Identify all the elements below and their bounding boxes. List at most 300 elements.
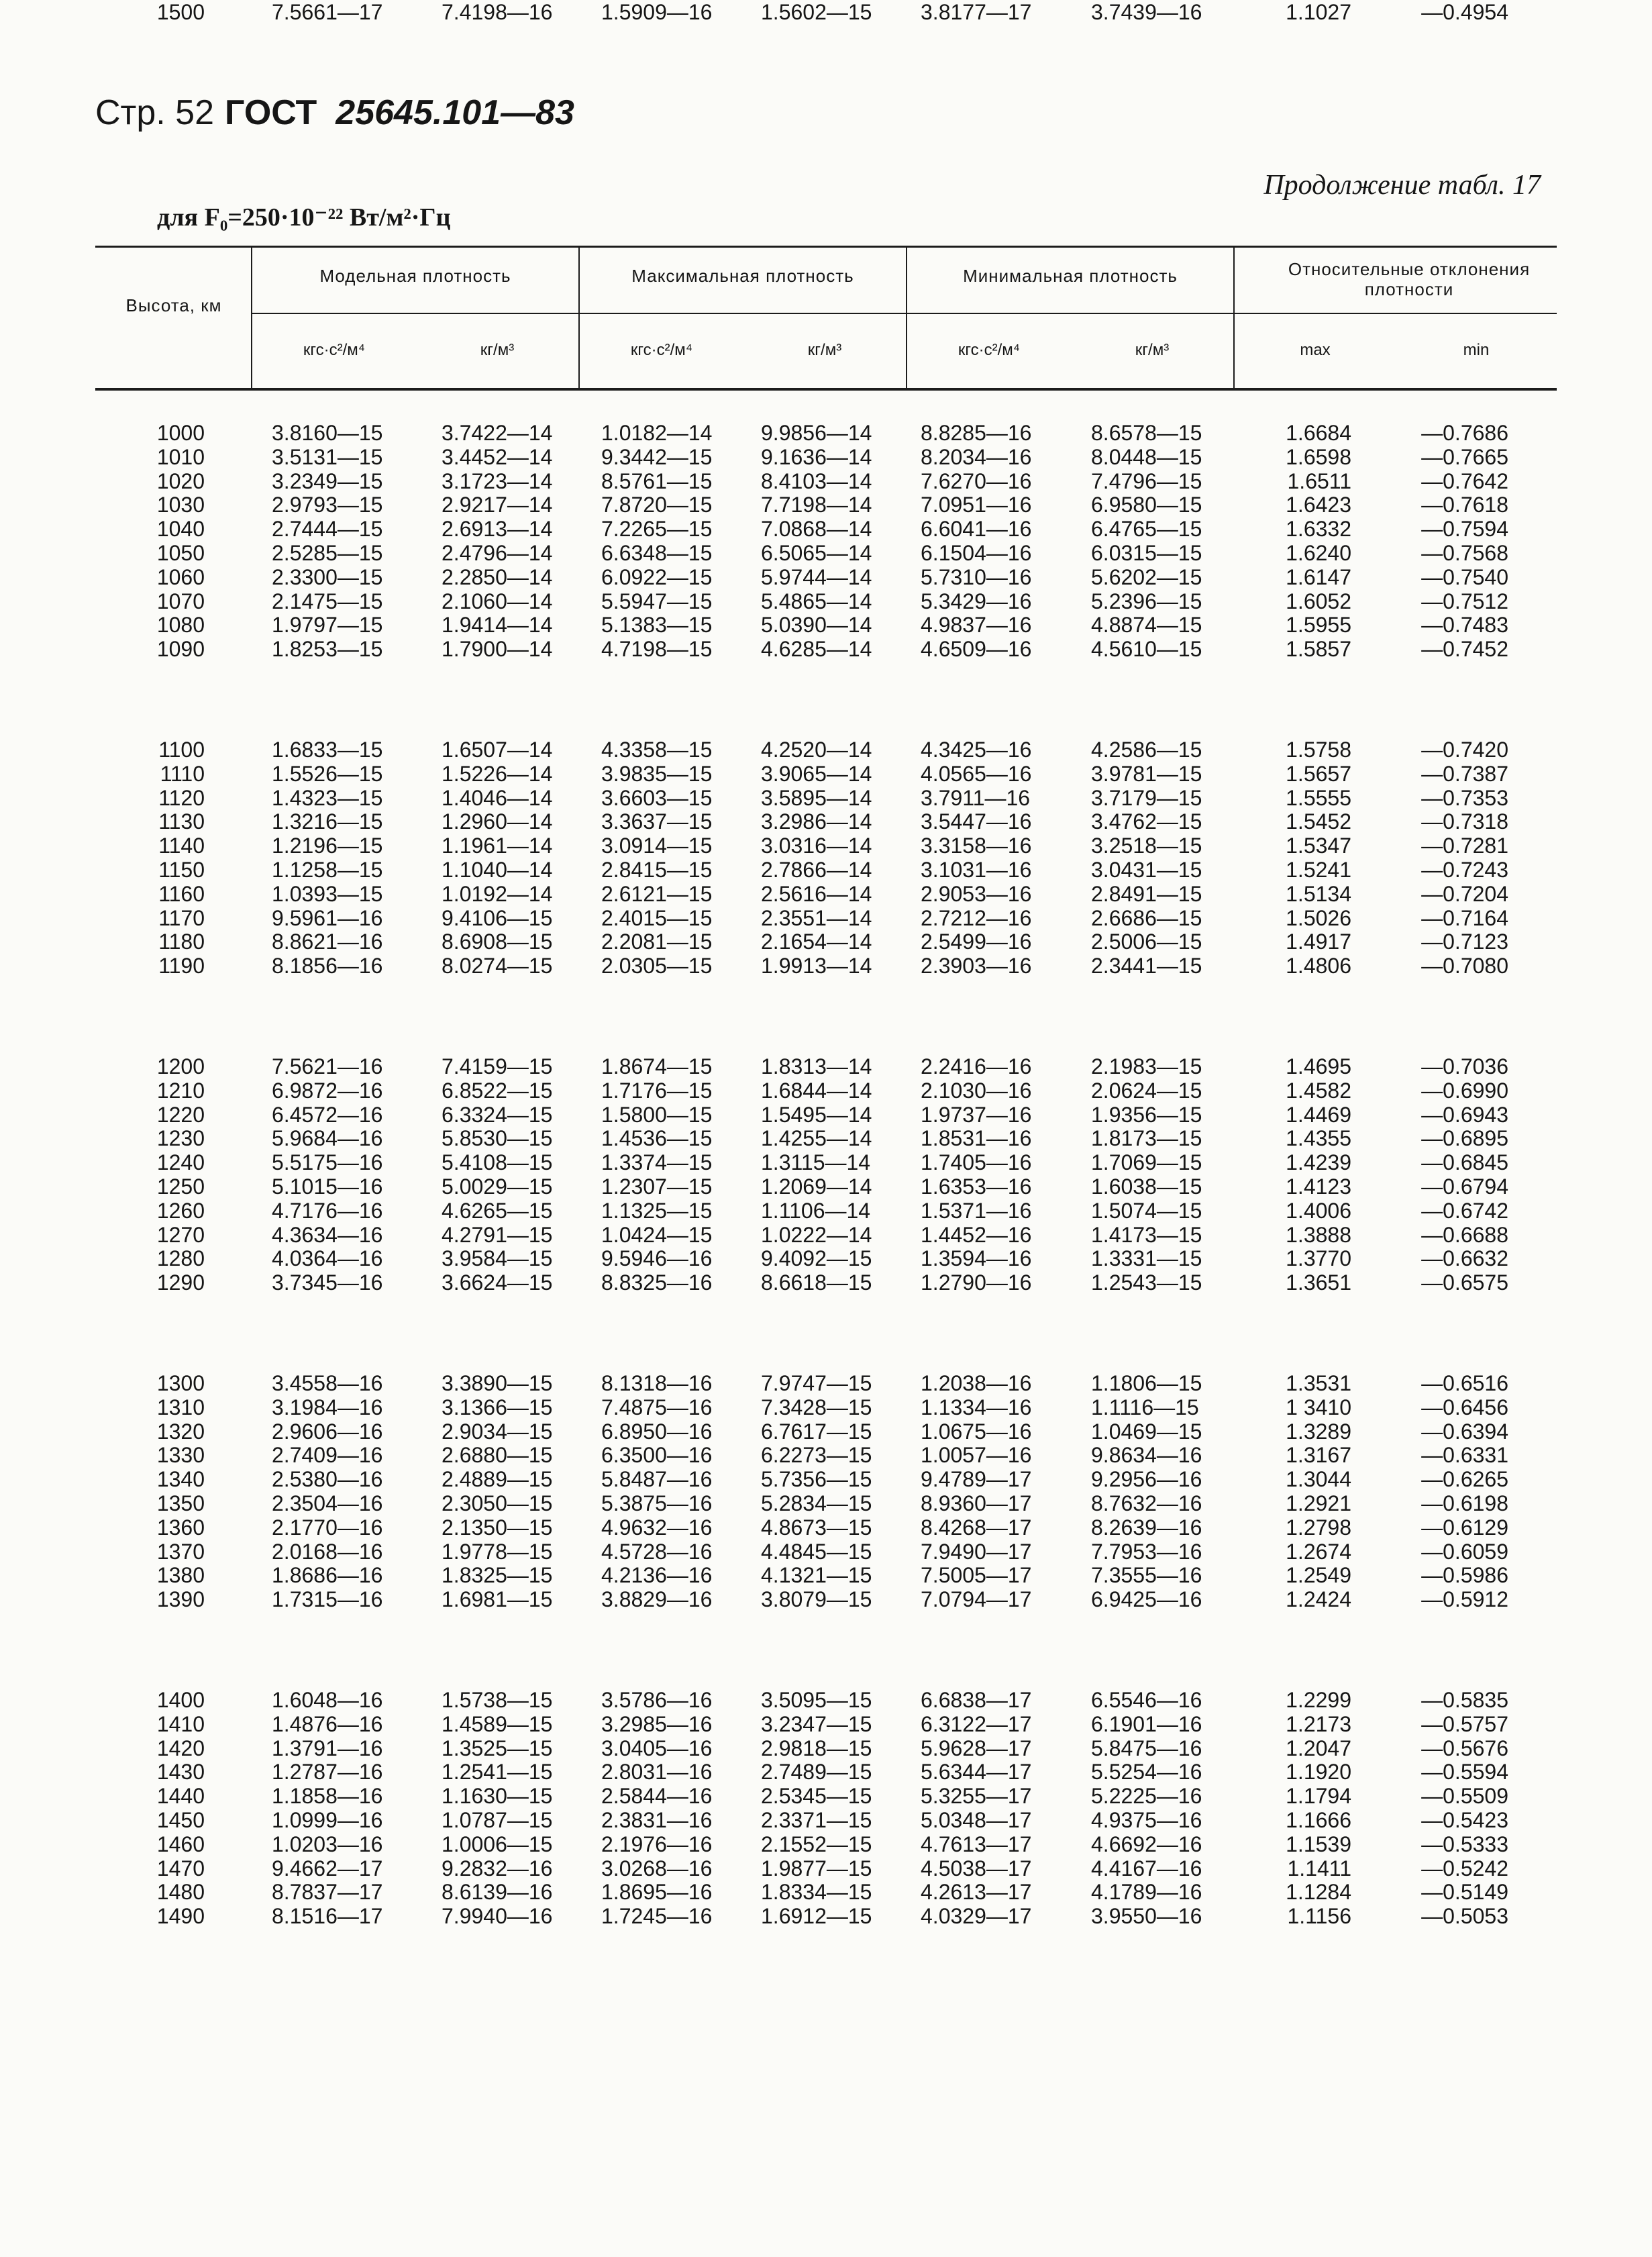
rel-max-cell: 1.1539 (1286, 1832, 1351, 1856)
min-kgm-cell: 1.4173—15 (1091, 1222, 1202, 1247)
rel-max-cell: 1.5241 (1286, 858, 1351, 882)
rel-max-cell: 1.3289 (1286, 1419, 1351, 1444)
model-kgs-cell: 2.7409—16 (272, 1443, 383, 1468)
max-kgs-cell: 2.0305—15 (601, 954, 713, 979)
min-kgs-cell: 6.6838—17 (921, 1688, 1032, 1712)
min-kgs-cell: 4.3425—16 (921, 738, 1032, 762)
model-kgs-cell: 3.2349—15 (272, 468, 383, 493)
min-kgs-cell: 2.3903—16 (921, 954, 1032, 979)
min-kgm-cell: 3.9781—15 (1091, 761, 1202, 786)
max-kgs-cell: 4.5728—16 (601, 1539, 713, 1564)
max-kgm-cell: 1.9913—14 (761, 954, 872, 979)
height-cell: 1360 (156, 1515, 205, 1540)
max-kgm-cell: 4.1321—15 (761, 1563, 872, 1588)
min-kgs-cell: 9.4789—17 (921, 1467, 1032, 1492)
min-kgs-cell: 3.5447—16 (921, 809, 1032, 834)
max-kgs-cell: 7.2265—15 (601, 517, 713, 542)
table-row (0, 809, 1652, 834)
rel-max-cell: 1.2424 (1286, 1587, 1351, 1612)
table-row (0, 613, 1652, 637)
min-kgs-cell: 1.0057—16 (921, 1443, 1032, 1468)
model-kgs-cell: 2.1770—16 (272, 1515, 383, 1540)
min-kgm-cell: 2.3441—15 (1091, 954, 1202, 979)
model-kgs-cell: 8.7837—17 (272, 1880, 383, 1905)
unit-kgm-model: кг/м³ (480, 341, 515, 359)
max-kgm-cell: 7.0868—14 (761, 517, 872, 542)
min-kgm-cell: 2.8491—15 (1091, 881, 1202, 906)
height-cell: 1320 (156, 1419, 205, 1444)
model-kgs-cell: 8.1856—16 (272, 954, 383, 979)
height-cell: 1220 (156, 1102, 205, 1127)
model-kgm-cell: 9.4106—15 (442, 905, 553, 930)
model-kgs-cell: 9.4662—17 (272, 1856, 383, 1880)
table-row (0, 493, 1652, 517)
model-kgm-cell: 1.5226—14 (442, 761, 553, 786)
rel-max-cell: 1.6332 (1286, 517, 1351, 542)
max-kgm-cell: 2.5345—15 (761, 1784, 872, 1809)
min-kgs-cell: 5.0348—17 (921, 1808, 1032, 1832)
rel-max-cell: 1.3770 (1286, 1246, 1351, 1271)
table-row (0, 858, 1652, 882)
rel-min-cell: —0.6688 (1421, 1222, 1508, 1247)
model-kgs-cell: 1.3216—15 (272, 809, 383, 834)
rel-max-cell: 1.1027 (1286, 0, 1351, 24)
max-kgs-cell: 5.8487—16 (601, 1467, 713, 1492)
min-kgm-cell: 5.8475—16 (1091, 1736, 1202, 1760)
model-kgs-cell: 1.8686—16 (272, 1563, 383, 1588)
model-kgm-cell: 3.3890—15 (442, 1371, 553, 1395)
rel-max-cell: 1.2173 (1286, 1711, 1351, 1736)
min-kgm-cell: 3.2518—15 (1091, 834, 1202, 858)
min-kgs-cell: 1.4452—16 (921, 1222, 1032, 1247)
min-kgm-cell: 5.5254—16 (1091, 1760, 1202, 1785)
height-cell: 1410 (156, 1711, 205, 1736)
model-kgm-cell: 2.1350—15 (442, 1515, 553, 1540)
model-kgm-cell: 8.0274—15 (442, 954, 553, 979)
table-row (0, 834, 1652, 858)
height-cell: 1400 (156, 1688, 205, 1712)
max-kgs-cell: 2.5844—16 (601, 1784, 713, 1809)
min-kgs-cell: 2.2416—16 (921, 1054, 1032, 1079)
standard-number: 25645.101—83 (335, 93, 574, 132)
rel-min-cell: —0.6943 (1421, 1102, 1508, 1127)
rel-min-cell: —0.5594 (1421, 1760, 1508, 1785)
page-number: Стр. 52 (95, 93, 215, 132)
height-cell: 1160 (158, 881, 205, 906)
height-cell: 1380 (156, 1563, 205, 1588)
table-row (0, 1832, 1652, 1856)
model-kgs-cell: 5.9684—16 (272, 1126, 383, 1151)
rel-min-cell: —0.6845 (1421, 1150, 1508, 1175)
rel-max-cell: 1.6240 (1286, 541, 1351, 565)
rel-max-cell: 1.3888 (1286, 1222, 1351, 1247)
rel-max-cell: 1.1284 (1286, 1880, 1351, 1905)
model-kgm-cell: 3.7422—14 (442, 421, 553, 445)
model-kgs-cell: 1.9797—15 (272, 613, 383, 638)
model-kgs-cell: 3.1984—16 (272, 1395, 383, 1419)
height-cell: 1340 (156, 1467, 205, 1492)
rel-min-cell: —0.5509 (1421, 1784, 1508, 1809)
min-kgm-cell: 3.7179—15 (1091, 785, 1202, 810)
table-row (0, 762, 1652, 786)
max-kgs-cell: 5.3875—16 (601, 1491, 713, 1515)
max-kgs-cell: 1.8695—16 (601, 1880, 713, 1905)
rel-min-cell: —0.7420 (1421, 738, 1508, 762)
table-row (0, 1443, 1652, 1467)
max-kgs-cell: 3.6603—15 (601, 785, 713, 810)
max-kgs-cell: 9.5946—16 (601, 1246, 713, 1271)
max-kgm-cell: 9.4092—15 (761, 1246, 872, 1271)
min-kgs-cell: 1.2038—16 (921, 1371, 1032, 1395)
min-kgm-cell: 8.0448—15 (1091, 444, 1202, 469)
table-row (0, 541, 1652, 565)
model-kgm-cell: 2.6913—14 (442, 517, 553, 542)
height-cell: 1180 (158, 930, 205, 954)
table-top-rule (95, 246, 1557, 248)
model-kgs-cell: 7.5621—16 (272, 1054, 383, 1079)
max-kgs-cell: 7.4875—16 (601, 1395, 713, 1419)
min-kgm-cell: 2.0624—15 (1091, 1078, 1202, 1103)
model-kgs-cell: 3.5131—15 (272, 444, 383, 469)
model-kgm-cell: 2.4796—14 (442, 541, 553, 565)
min-kgs-cell: 4.6509—16 (921, 637, 1032, 662)
model-kgs-cell: 2.7444—15 (272, 517, 383, 542)
rel-max-cell: 1.3651 (1286, 1270, 1351, 1295)
model-kgm-cell: 3.4452—14 (442, 444, 553, 469)
min-kgm-cell: 8.7632—16 (1091, 1491, 1202, 1515)
rel-min-cell: —0.7512 (1421, 589, 1508, 613)
min-kgs-cell: 8.2034—16 (921, 444, 1032, 469)
min-kgs-cell: 6.6041—16 (921, 517, 1032, 542)
model-kgs-cell: 1.8253—15 (272, 637, 383, 662)
min-kgm-cell: 3.9550—16 (1091, 1904, 1202, 1929)
max-kgm-cell: 1.5602—15 (761, 0, 872, 24)
model-kgm-cell: 4.2791—15 (442, 1222, 553, 1247)
rel-min-cell: —0.5053 (1421, 1904, 1508, 1929)
rel-max-cell: 1.3044 (1286, 1467, 1351, 1492)
rel-max-cell: 1.2674 (1286, 1539, 1351, 1564)
rel-min-cell: —0.7036 (1421, 1054, 1508, 1079)
max-kgm-cell: 5.0390—14 (761, 613, 872, 638)
min-kgs-cell: 1.7405—16 (921, 1150, 1032, 1175)
max-kgm-cell: 2.7866—14 (761, 858, 872, 882)
table-row (0, 1904, 1652, 1928)
model-kgs-cell: 1.6833—15 (272, 738, 383, 762)
max-kgs-cell: 2.2081—15 (601, 930, 713, 954)
min-kgs-cell: 2.1030—16 (921, 1078, 1032, 1103)
height-cell: 1170 (158, 905, 205, 930)
table-row (0, 786, 1652, 810)
rel-min-cell: —0.6331 (1421, 1443, 1508, 1468)
rel-min-cell: —0.5676 (1421, 1736, 1508, 1760)
model-kgs-cell: 2.9793—15 (272, 493, 383, 517)
model-kgs-cell: 4.3634—16 (272, 1222, 383, 1247)
min-kgm-cell: 4.1789—16 (1091, 1880, 1202, 1905)
model-kgs-cell: 2.3504—16 (272, 1491, 383, 1515)
model-kgm-cell: 3.1366—15 (442, 1395, 553, 1419)
max-kgs-cell: 5.5947—15 (601, 589, 713, 613)
min-kgs-cell: 5.7310—16 (921, 564, 1032, 589)
rel-max-cell: 1.4582 (1286, 1078, 1351, 1103)
rel-min-cell: —0.6990 (1421, 1078, 1508, 1103)
max-kgs-cell: 1.8674—15 (601, 1054, 713, 1079)
height-cell: 1430 (156, 1760, 205, 1785)
min-kgm-cell: 6.0315—15 (1091, 541, 1202, 565)
height-cell: 1010 (156, 444, 205, 469)
height-cell: 1000 (156, 421, 205, 445)
rel-max-cell: 1.4806 (1286, 954, 1351, 979)
rel-min-cell: —0.7164 (1421, 905, 1508, 930)
max-kgm-cell: 1.6844—14 (761, 1078, 872, 1103)
rel-min-cell: —0.6516 (1421, 1371, 1508, 1395)
rel-min-cell: —0.7483 (1421, 613, 1508, 638)
rel-max-cell: 1.5026 (1286, 905, 1351, 930)
unit-kgm-max: кг/м³ (807, 341, 842, 359)
model-kgs-cell: 1.4876—16 (272, 1711, 383, 1736)
model-kgs-cell: 4.0364—16 (272, 1246, 383, 1271)
max-kgm-cell: 4.4845—15 (761, 1539, 872, 1564)
model-kgm-cell: 3.9584—15 (442, 1246, 553, 1271)
max-kgs-cell: 6.6348—15 (601, 541, 713, 565)
max-kgm-cell: 4.2520—14 (761, 738, 872, 762)
rel-max-cell: 1.5555 (1286, 785, 1351, 810)
height-cell: 1480 (156, 1880, 205, 1905)
model-kgm-cell: 1.8325—15 (442, 1563, 553, 1588)
height-cell: 1290 (156, 1270, 205, 1295)
max-kgs-cell: 4.3358—15 (601, 738, 713, 762)
header-min-density: Минимальная плотность (963, 266, 1178, 286)
column-divider (1233, 246, 1235, 389)
min-kgm-cell: 7.7953—16 (1091, 1539, 1202, 1564)
min-kgs-cell: 7.9490—17 (921, 1539, 1032, 1564)
table-row (0, 1760, 1652, 1784)
rel-max-cell: 1.6147 (1286, 564, 1351, 589)
min-kgm-cell: 7.3555—16 (1091, 1563, 1202, 1588)
rel-max-cell: 1.1920 (1286, 1760, 1351, 1785)
table-row (0, 565, 1652, 589)
max-kgm-cell: 3.8079—15 (761, 1587, 872, 1612)
rel-min-cell: —0.6129 (1421, 1515, 1508, 1540)
min-kgm-cell: 5.2225—16 (1091, 1784, 1202, 1809)
min-kgm-cell: 1.2543—15 (1091, 1270, 1202, 1295)
model-kgs-cell: 8.1516—17 (272, 1904, 383, 1929)
table-row (0, 906, 1652, 930)
rel-max-cell: 1.3531 (1286, 1371, 1351, 1395)
max-kgm-cell: 4.6285—14 (761, 637, 872, 662)
model-kgs-cell: 1.4323—15 (272, 785, 383, 810)
model-kgs-cell: 5.5175—16 (272, 1150, 383, 1175)
rel-min-cell: —0.7568 (1421, 541, 1508, 565)
max-kgs-cell: 1.0182—14 (601, 421, 713, 445)
model-kgs-cell: 2.5285—15 (272, 541, 383, 565)
table-row (0, 1491, 1652, 1515)
model-kgm-cell: 1.4046—14 (442, 785, 553, 810)
rel-max-cell: 1.4239 (1286, 1150, 1351, 1175)
max-kgm-cell: 3.5095—15 (761, 1688, 872, 1712)
min-kgm-cell: 3.0431—15 (1091, 858, 1202, 882)
table-row (0, 1784, 1652, 1808)
max-kgm-cell: 1.1106—14 (761, 1198, 871, 1223)
rel-min-cell: —0.6059 (1421, 1539, 1508, 1564)
min-kgm-cell: 6.1901—16 (1091, 1711, 1202, 1736)
min-kgm-cell: 4.4167—16 (1091, 1856, 1202, 1880)
model-kgm-cell: 1.0192—14 (442, 881, 553, 906)
height-cell: 1030 (156, 493, 205, 517)
max-kgm-cell: 5.7356—15 (761, 1467, 872, 1492)
table-row (0, 954, 1652, 978)
max-kgm-cell: 2.9818—15 (761, 1736, 872, 1760)
model-kgs-cell: 6.9872—16 (272, 1078, 383, 1103)
min-kgs-cell: 1.2790—16 (921, 1270, 1032, 1295)
rel-min-cell: —0.6198 (1421, 1491, 1508, 1515)
min-kgm-cell: 1.0469—15 (1091, 1419, 1202, 1444)
min-kgs-cell: 2.9053—16 (921, 881, 1032, 906)
table-row (0, 1103, 1652, 1127)
model-kgm-cell: 1.0006—15 (442, 1832, 553, 1856)
max-kgs-cell: 1.5800—15 (601, 1102, 713, 1127)
max-kgs-cell: 5.1383—15 (601, 613, 713, 638)
max-kgm-cell: 1.3115—14 (761, 1150, 871, 1175)
unit-kgs-model: кгс·с²/м⁴ (303, 341, 366, 359)
model-kgm-cell: 5.4108—15 (442, 1150, 553, 1175)
height-cell: 1050 (156, 541, 205, 565)
min-kgm-cell: 3.7439—16 (1091, 0, 1202, 24)
rel-min-cell: —0.7452 (1421, 637, 1508, 662)
rel-max-cell: 1.6052 (1286, 589, 1351, 613)
table-row (0, 1712, 1652, 1736)
min-kgs-cell: 5.6344—17 (921, 1760, 1032, 1785)
min-kgm-cell: 1.1116—15 (1091, 1395, 1199, 1419)
table-row (0, 1540, 1652, 1564)
rel-min-cell: —0.7123 (1421, 930, 1508, 954)
table-subtitle: для F₀=250·10⁻²² Вт/м²·Гц (157, 203, 451, 232)
max-kgm-cell: 1.9877—15 (761, 1856, 872, 1880)
table-row (0, 1515, 1652, 1540)
height-cell: 1100 (158, 738, 205, 762)
header-model-density: Модельная плотность (319, 266, 511, 286)
max-kgm-cell: 8.6618—15 (761, 1270, 872, 1295)
min-kgm-cell: 1.8173—15 (1091, 1126, 1202, 1151)
height-cell: 1090 (156, 637, 205, 662)
height-cell: 1210 (156, 1078, 205, 1103)
table-row (0, 0, 1652, 24)
min-kgm-cell: 6.9580—15 (1091, 493, 1202, 517)
max-kgs-cell: 2.8415—15 (601, 858, 713, 882)
model-kgs-cell: 1.7315—16 (272, 1587, 383, 1612)
max-kgm-cell: 2.1654—14 (761, 930, 872, 954)
model-kgs-cell: 1.0999—16 (272, 1808, 383, 1832)
rel-min-cell: —0.5912 (1421, 1587, 1508, 1612)
max-kgm-cell: 2.3371—15 (761, 1808, 872, 1832)
height-cell: 1020 (156, 468, 205, 493)
model-kgs-cell: 1.1258—15 (272, 858, 383, 882)
rel-min-cell: —0.5986 (1421, 1563, 1508, 1588)
table-continuation-note: Продолжение табл. 17 (1263, 170, 1541, 201)
min-kgm-cell: 5.6202—15 (1091, 564, 1202, 589)
model-kgs-cell: 1.0393—15 (272, 881, 383, 906)
model-kgs-cell: 9.5961—16 (272, 905, 383, 930)
height-cell: 1390 (156, 1587, 205, 1612)
rel-max-cell: 1.2047 (1286, 1736, 1351, 1760)
rel-max-cell: 1.6423 (1286, 493, 1351, 517)
rel-max-cell: 1.6511 (1287, 468, 1351, 493)
model-kgm-cell: 3.6624—15 (442, 1270, 553, 1295)
rel-max-cell: 1.4695 (1286, 1054, 1351, 1079)
max-kgm-cell: 2.1552—15 (761, 1832, 872, 1856)
table-row (0, 1419, 1652, 1444)
max-kgs-cell: 3.8829—16 (601, 1587, 713, 1612)
height-cell: 1150 (158, 858, 205, 882)
rel-max-cell: 1.4355 (1286, 1126, 1351, 1151)
max-kgs-cell: 1.1325—15 (601, 1198, 713, 1223)
height-cell: 1280 (156, 1246, 205, 1271)
max-kgs-cell: 3.3637—15 (601, 809, 713, 834)
max-kgs-cell: 2.1976—16 (601, 1832, 713, 1856)
table-row (0, 469, 1652, 493)
min-kgm-cell: 6.9425—16 (1091, 1587, 1202, 1612)
table-row (0, 1587, 1652, 1611)
table-row (0, 1126, 1652, 1150)
height-cell: 1370 (156, 1539, 205, 1564)
height-cell: 1470 (156, 1856, 205, 1880)
table-row (0, 445, 1652, 469)
table-row (0, 1079, 1652, 1103)
min-kgs-cell: 7.6270—16 (921, 468, 1032, 493)
max-kgm-cell: 2.7489—15 (761, 1760, 872, 1785)
max-kgm-cell: 6.2273—15 (761, 1443, 872, 1468)
rel-max-cell: 1.1156 (1287, 1904, 1351, 1929)
model-kgs-cell: 1.3791—16 (272, 1736, 383, 1760)
model-kgs-cell: 1.2787—16 (272, 1760, 383, 1785)
model-kgm-cell: 2.9034—15 (442, 1419, 553, 1444)
min-kgm-cell: 7.4796—15 (1091, 468, 1202, 493)
max-kgm-cell: 2.5616—14 (761, 881, 872, 906)
min-kgm-cell: 1.1806—15 (1091, 1371, 1202, 1395)
height-cell: 1420 (156, 1736, 205, 1760)
min-kgm-cell: 6.4765—15 (1091, 517, 1202, 542)
rel-min-cell: —0.7540 (1421, 564, 1508, 589)
table-row (0, 1856, 1652, 1880)
min-kgs-cell: 3.8177—17 (921, 0, 1032, 24)
rel-min-cell: —0.5149 (1421, 1880, 1508, 1905)
max-kgs-cell: 4.9632—16 (601, 1515, 713, 1540)
min-kgs-cell: 5.9628—17 (921, 1736, 1032, 1760)
max-kgm-cell: 7.9747—15 (761, 1371, 872, 1395)
min-kgs-cell: 7.0794—17 (921, 1587, 1032, 1612)
table-row (0, 930, 1652, 954)
height-cell: 1500 (156, 0, 205, 24)
model-kgm-cell: 8.6139—16 (442, 1880, 553, 1905)
max-kgm-cell: 1.5495—14 (761, 1102, 872, 1127)
model-kgm-cell: 2.9217—14 (442, 493, 553, 517)
table-row (0, 637, 1652, 661)
rel-min-cell: —0.7387 (1421, 761, 1508, 786)
model-kgm-cell: 1.1040—14 (442, 858, 553, 882)
max-kgm-cell: 3.5895—14 (761, 785, 872, 810)
min-kgm-cell: 4.2586—15 (1091, 738, 1202, 762)
model-kgs-cell: 3.8160—15 (272, 421, 383, 445)
rel-max-cell: 1.6598 (1286, 444, 1351, 469)
min-kgm-cell: 4.8874—15 (1091, 613, 1202, 638)
min-kgs-cell: 5.3255—17 (921, 1784, 1032, 1809)
model-kgm-cell: 7.9940—16 (442, 1904, 553, 1929)
model-kgs-cell: 2.1475—15 (272, 589, 383, 613)
max-kgm-cell: 1.2069—14 (761, 1174, 872, 1199)
table-row (0, 738, 1652, 762)
table-row (0, 421, 1652, 445)
rel-max-cell: 1.1794 (1286, 1784, 1351, 1809)
rel-min-cell: —0.6575 (1421, 1270, 1508, 1295)
